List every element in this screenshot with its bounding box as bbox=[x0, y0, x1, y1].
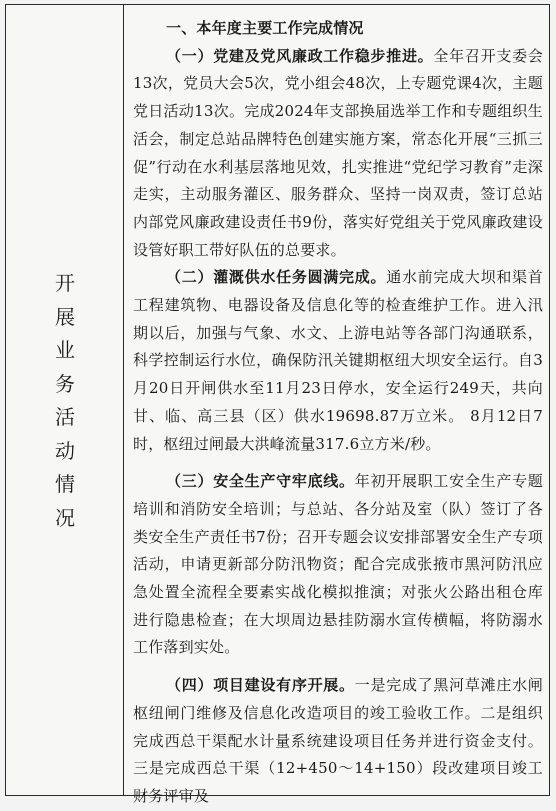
label-char: 动 bbox=[55, 438, 75, 463]
paragraph-projects bbox=[133, 672, 543, 811]
label-char: 展 bbox=[55, 304, 75, 329]
row-label-vertical-text bbox=[50, 267, 80, 535]
paragraph-irrigation bbox=[133, 264, 543, 458]
paragraph-body: 全年召开支委会13次，党员大会5次，党小组会48次，上专题党课4次，主题党日活动13次。完成2024年支部换届选举工作和专题组织生活会，制定总站品牌特色创建实施方案，常态化开展“三抓三促”行动在水利基层落地见效，扎实推进“党纪学习教育”走深走实，主动服务灌区、服务群众、坚持一岗双责，签订总站内部党风廉政建设责任书9份，落实好党组关于党风廉政建设设管好职工带好队伍的总要求。 bbox=[133, 46, 544, 259]
column-divider bbox=[123, 5, 124, 795]
paragraph-lead: （一）党建及党风廉政工作稳步推进。 bbox=[166, 46, 434, 65]
paragraph-lead: （四）项目建设有序开展。 bbox=[166, 676, 355, 695]
paragraph-body: 一是完成了黑河草滩庄水闸枢纽闸门维修及信息化改造项目的竣工验收工作。二是组织完成西总干渠配水计量系统建设项目任务并进行资金支付。三是完成西总干渠（12+450～14+150）段改建项目竣工财务评审及 bbox=[133, 676, 543, 805]
paragraph-lead: （三）安全生产守牢底线。 bbox=[166, 472, 355, 491]
label-char: 况 bbox=[55, 505, 75, 530]
label-char: 务 bbox=[55, 371, 75, 396]
label-char: 业 bbox=[55, 338, 75, 362]
section-heading: 一、本年度主要工作完成情况 bbox=[166, 19, 364, 37]
paragraph-lead: （二）灌溉供水任务圆满完成。 bbox=[166, 268, 387, 287]
label-char: 情 bbox=[55, 472, 75, 496]
paragraph-party-building bbox=[133, 43, 543, 265]
row-label-cell bbox=[6, 5, 123, 795]
content-cell bbox=[133, 15, 543, 811]
paragraph-body: 通水前完成大坝和渠首工程建筑物、电器设备及信息化等的检查维护工作。进入汛期以后，加强与气象、水文、上游电站等各部门沟通联系，科学控制运行水位，确保防汛关键期枢纽大坝安全运行。自3月20日开闸供水至11月23日停水，安全运行249天，共向甘、临、高三县（区）供水19698.87万立米。 8月12日7时，枢纽过闸最大洪峰流量317.6立方米/秒。 bbox=[133, 268, 543, 453]
label-char: 活 bbox=[55, 405, 75, 429]
paragraph-safety bbox=[133, 468, 543, 662]
label-char: 开 bbox=[55, 271, 75, 295]
paragraph-body: 年初开展职工安全生产专题培训和消防安全培训；与总站、各分站及室（队）签订了各类安全生产责任书7份；召开专题会议安排部署安全生产专项活动，申请更新部分防汛物资；配合完成张掖市黑河防汛应急处置全流程全要素实战化模拟推演；对张火公路出租仓库进行隐患检查；在大坝周边悬挂防溺水宣传横幅，将防溺水工作落到实处。 bbox=[133, 472, 543, 657]
report-table bbox=[5, 4, 550, 805]
